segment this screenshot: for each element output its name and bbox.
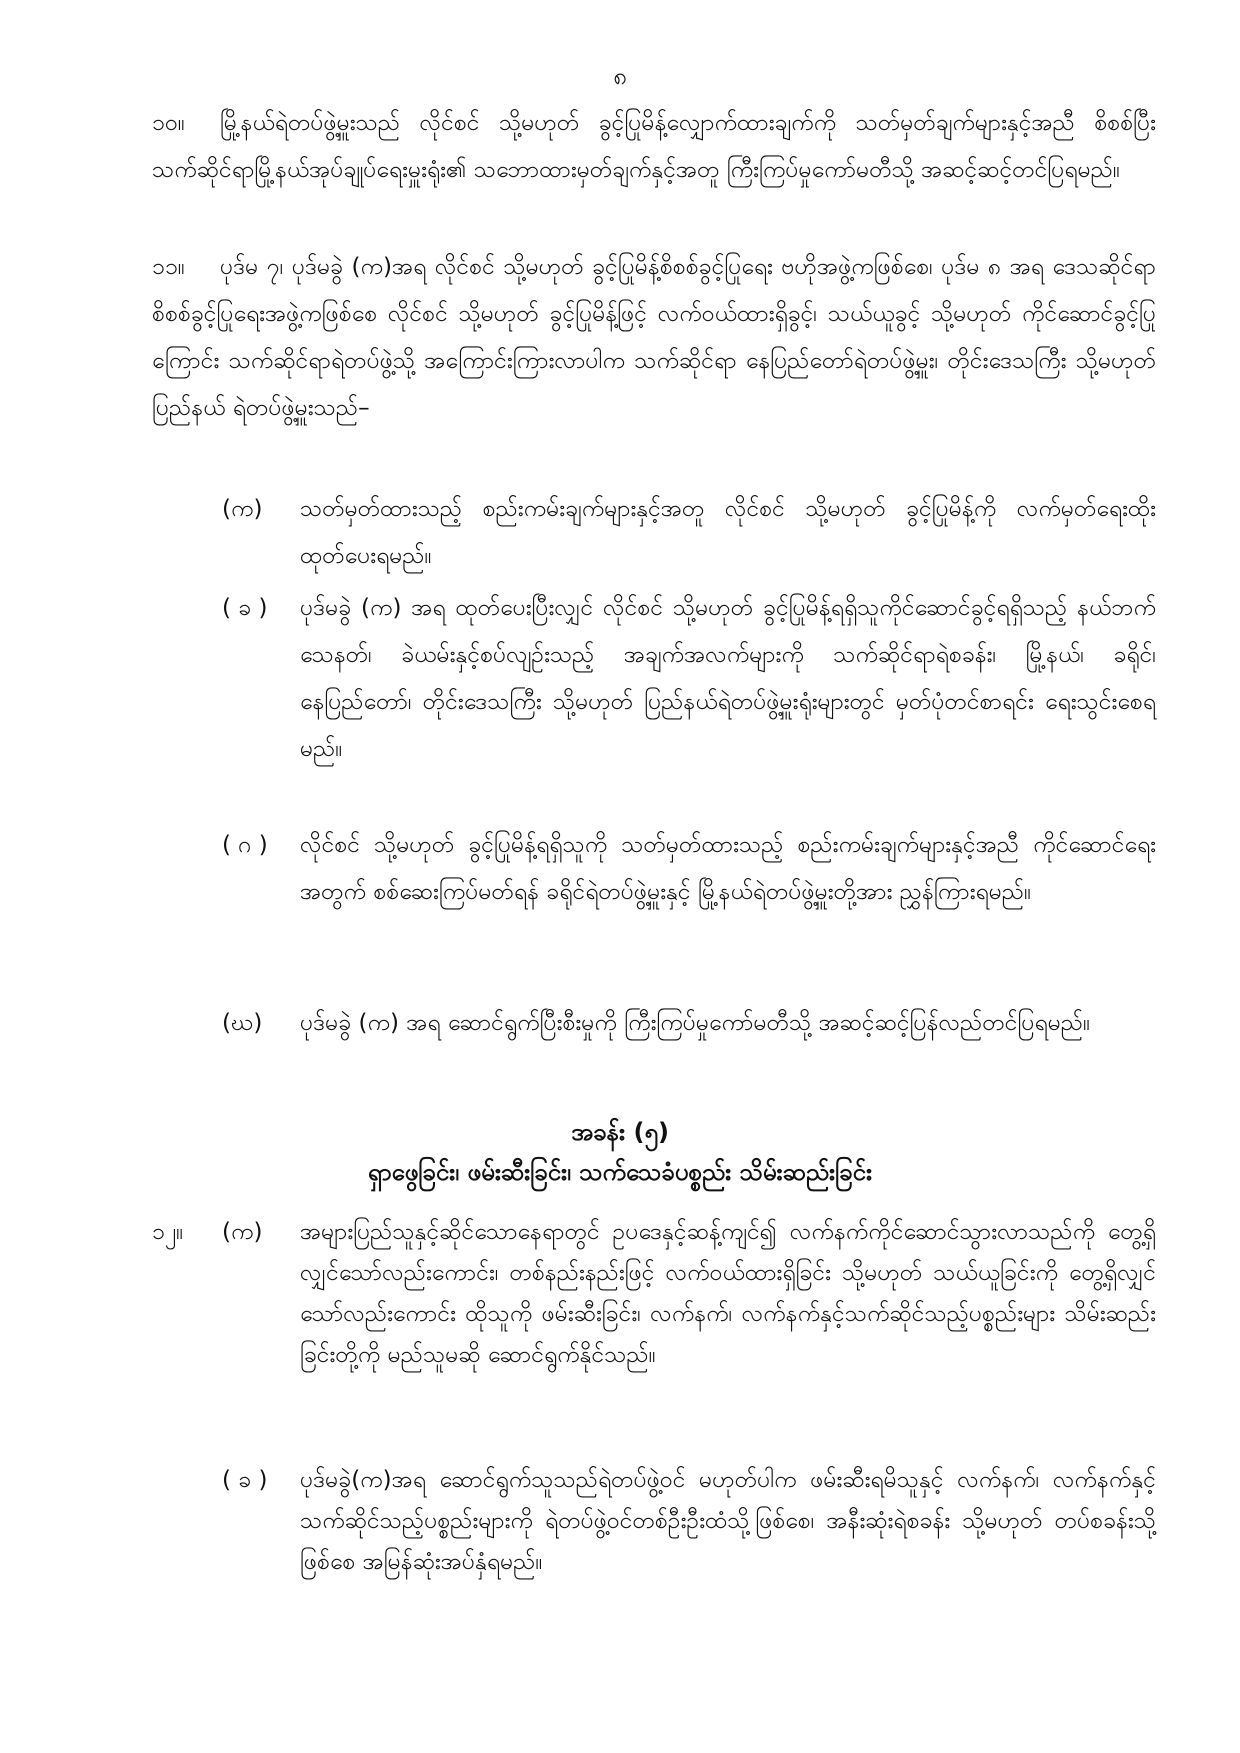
clause-mark: (က) <box>222 496 263 522</box>
clause-mark: (က) <box>222 1219 263 1245</box>
section-12-number: ၁၂။ <box>152 1219 184 1245</box>
paragraph-10 <box>152 100 1156 194</box>
clause-text: ပုဒ်မခွဲ(က)အရ ဆောင်ရွက်သူသည်ရဲတပ်ဖွဲ့ဝင် မဟုတ်ပါက ဖမ်းဆီးရမိသူနှင့် လက်နက်၊ လက်နက်နှင့်သက်ဆိုင်သည့်ပစ္စည်းများကို ရဲတပ်ဖွဲ့ဝင်တစ်ဦးဦးထံသို့ဖြစ်စေ၊ အနီးဆုံးရဲစခန်း သို့မဟုတ် တပ်စခန်းသို့ဖြစ်စေ အမြန်ဆုံးအပ်နှံရမည်။ <box>300 1467 1156 1575</box>
clause-text: ပုဒ်မခွဲ (က) အရ ဆောင်ရွက်ပြီးစီးမှုကို ကြီးကြပ်မှုကော်မတီသို့ အဆင့်ဆင့်ပြန်လည်တင်ပြရမည်။ <box>300 1010 1091 1036</box>
paragraph-number: ၁၀။ <box>152 110 185 136</box>
clause-11-c <box>222 822 1156 916</box>
clause-text: ပုဒ်မခွဲ (က) အရ ထုတ်ပေးပြီးလျှင် လိုင်စင် သို့မဟုတ် ခွင့်ပြုမိန့်ရရှိသူကိုင်ဆောင်ခွင့်ရရှိသည့် နယ်ဘက်သေနတ်၊ ခဲယမ်းနှင့်စပ်လျဉ်းသည့် အချက်အလက်များကို သက်ဆိုင်ရာရဲစခန်း၊ မြို့နယ်၊ ခရိုင်၊ နေပြည်တော်၊ တိုင်းဒေသကြီး သို့မဟုတ် ပြည်နယ်ရဲတပ်ဖွဲ့မှူးရုံးများတွင် မှတ်ပုံတင်စာရင်း ရေးသွင်းစေရမည်။ <box>300 595 1156 762</box>
clause-11-a <box>222 486 1156 580</box>
chapter-title: ရှာဖွေခြင်း၊ ဖမ်းဆီးခြင်း၊ သက်သေခံပစ္စည်း သိမ်းဆည်းခြင်း <box>367 1158 873 1186</box>
clause-text: သတ်မှတ်ထားသည့် စည်းကမ်းချက်များနှင့်အတူ လိုင်စင် သို့မဟုတ် ခွင့်ပြုမိန့်ကို လက်မှတ်ရေးထိုး ထုတ်ပေးရမည်။ <box>300 496 1156 569</box>
clause-mark: ( ခ ) <box>222 595 268 621</box>
chapter-number: အခန်း (၅) <box>571 1118 669 1146</box>
clause-mark: ( ဂ ) <box>222 832 268 858</box>
clause-12-b <box>222 1460 1156 1583</box>
clause-text: အများပြည်သူနှင့်ဆိုင်သောနေရာတွင် ဥပဒေနှင့်ဆန့်ကျင်၍ လက်နက်ကိုင်ဆောင်သွားလာသည်ကို တွေ့ရှိလျှင်သော်လည်းကောင်း၊ တစ်နည်းနည်းဖြင့် လက်ဝယ်ထားရှိခြင်း သို့မဟုတ် သယ်ယူခြင်းကို တွေ့ရှိလျှင်သော်လည်းကောင်း ထိုသူကို ဖမ်းဆီးခြင်း၊ လက်နက်၊ လက်နက်နှင့်သက်ဆိုင်သည့်ပစ္စည်းများ သိမ်းဆည်းခြင်းတို့ကို မည်သူမဆို ဆောင်ရွက်နိုင်သည်။ <box>300 1219 1156 1368</box>
paragraph-11 <box>152 244 1156 432</box>
clause-11-b <box>222 585 1156 773</box>
paragraph-number: ၁၁။ <box>152 254 185 280</box>
paragraph-text: မြို့နယ်ရဲတပ်ဖွဲ့မှူးသည် လိုင်စင် သို့မဟုတ် ခွင့်ပြုမိန့်လျှောက်ထားချက်ကို သတ်မှတ်ချက်များနှင့်အညီ စိစစ်ပြီး သက်ဆိုင်ရာမြို့နယ်အုပ်ချုပ်ရေးမှူးရုံး၏ သဘောထားမှတ်ချက်နှင့်အတူ ကြီးကြပ်မှုကော်မတီသို့ အဆင့်ဆင့်တင်ပြရမည်။ <box>152 110 1156 183</box>
clause-12-a <box>222 1212 1156 1376</box>
page-number: ၈ <box>613 62 627 90</box>
paragraph-text: ပုဒ်မ ၇၊ ပုဒ်မခွဲ (က)အရ လိုင်စင် သို့မဟုတ် ခွင့်ပြုမိန့်စိစစ်ခွင့်ပြုရေး ဗဟိုအဖွဲ့ကဖြစ်စေ၊ ပုဒ်မ ၈ အရ ဒေသဆိုင်ရာစိစစ်ခွင့်ပြုရေးအဖွဲ့ကဖြစ်စေ လိုင်စင် သို့မဟုတ် ခွင့်ပြုမိန့်ဖြင့် လက်ဝယ်ထားရှိခွင့်၊ သယ်ယူခွင့် သို့မဟုတ် ကိုင်ဆောင်ခွင့်ပြုကြောင်း သက်ဆိုင်ရာရဲတပ်ဖွဲ့သို့ အကြောင်းကြားလာပါက သက်ဆိုင်ရာ နေပြည်တော်ရဲတပ်ဖွဲ့မှူး၊ တိုင်းဒေသကြီး သို့မဟုတ် ပြည်နယ် ရဲတပ်ဖွဲ့မှူးသည်– <box>152 254 1156 421</box>
clause-text: လိုင်စင် သို့မဟုတ် ခွင့်ပြုမိန့်ရရှိသူကို သတ်မှတ်ထားသည့် စည်းကမ်းချက်များနှင့်အညီ ကိုင်ဆောင်ရေးအတွက် စစ်ဆေးကြပ်မတ်ရန် ခရိုင်ရဲတပ်ဖွဲ့မှူးနှင့် မြို့နယ်ရဲတပ်ဖွဲ့မှူးတို့အား ညွှန်ကြားရမည်။ <box>300 832 1156 905</box>
clause-mark: (ဃ) <box>222 1010 263 1036</box>
clause-mark: ( ခ ) <box>222 1467 268 1493</box>
clause-11-d <box>222 1000 1156 1047</box>
